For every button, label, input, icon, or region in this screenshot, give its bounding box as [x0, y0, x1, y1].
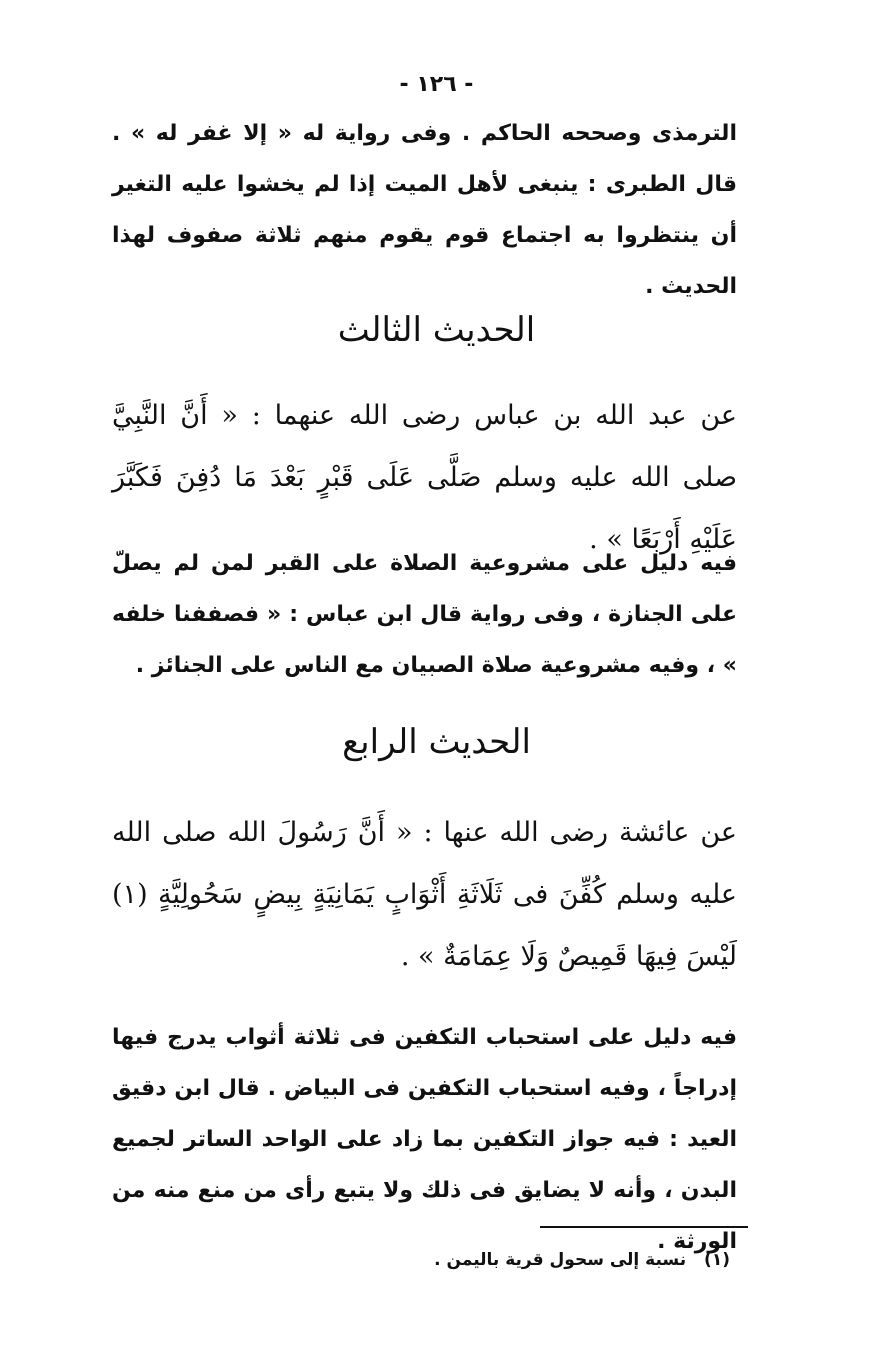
hadith-4-text: عن عائشة رضى الله عنها : « أَنَّ رَسُولَ الله صلى الله عليه وسلم كُفِّنَ فى ثَلَاثَةِ أَثْوَابٍ يَمَانِيَةٍ بِيضٍ سَحُولِيَّةٍ (١) لَيْسَ فِيهَا قَمِيصٌ وَلَا عِمَامَةٌ » .	[112, 817, 737, 972]
footnote-separator	[540, 1226, 748, 1228]
footnote	[300, 1250, 730, 1270]
intro-paragraph: الترمذى وصححه الحاكم . وفى رواية له « إلا غفر له » . قال الطبرى : ينبغى لأهل الميت إذا لم يخشوا عليه التغير أن ينتظروا به اجتماع قوم يقوم منهم ثلاثة صفوف لهذا الحديث .	[112, 121, 737, 299]
hadith-4-commentary: فيه دليل على استحباب التكفين فى ثلاثة أثواب يدرج فيها إدراجاً ، وفيه استحباب التكفين فى البياض . قال ابن دقيق العيد : فيه جواز التكفين بما زاد على الواحد الساتر لجميع البدن ، وأنه لا يضايق فى ذلك ولا يتبع رأى من منع منه من الورثة .	[112, 1025, 737, 1254]
hadith-3-commentary: فيه دليل على مشروعية الصلاة على القبر لمن لم يصلّ على الجنازة ، وفى رواية قال ابن عباس : « فصففنا خلفه » ، وفيه مشروعية صلاة الصبيان مع الناس على الجنائز .	[112, 551, 737, 678]
footnote-text: نسبة إلى سحول قرية باليمن .	[434, 1250, 687, 1270]
footnote-marker: (١)	[704, 1250, 730, 1270]
hadith-3-text: عن عبد الله بن عباس رضى الله عنهما : « أَنَّ النَّبِيَّ صلى الله عليه وسلم صَلَّى عَلَى قَبْرٍ بَعْدَ مَا دُفِنَ فَكَبَّرَ عَلَيْهِ أَرْبَعًا » .	[112, 400, 737, 555]
hadith-4-title: الحديث الرابع	[342, 722, 531, 762]
hadith-3-title: الحديث الثالث	[337, 310, 536, 350]
page-number: - ١٢٦ -	[399, 72, 474, 97]
